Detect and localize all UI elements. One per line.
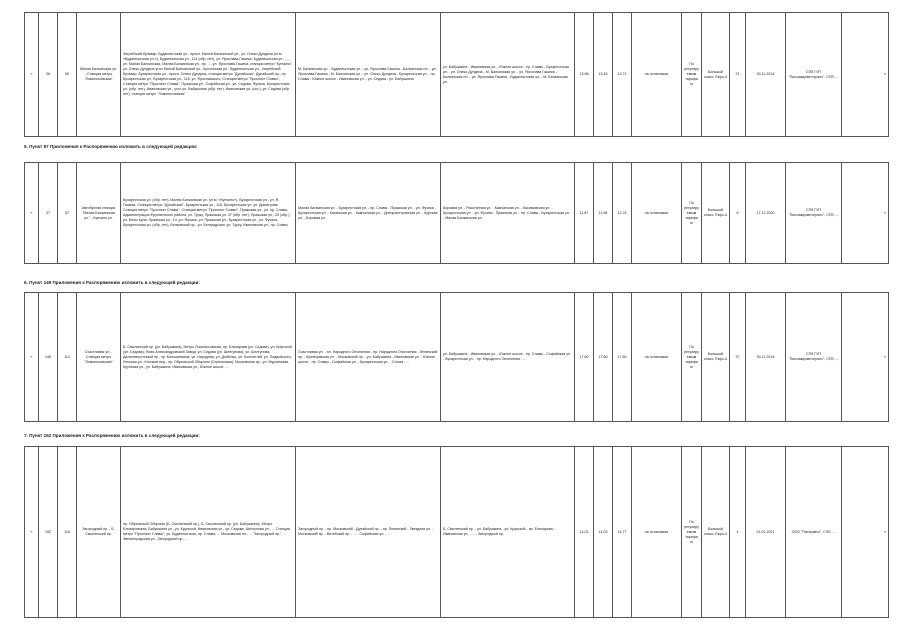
- carrier: ООО "Питеравто", СПб, ...: [786, 447, 842, 618]
- route-number: 57: [58, 163, 77, 264]
- section-heading-5: 5. Пункт 87 Приложения к Распоряжению изложить в следующей редакции:: [24, 144, 198, 149]
- carrier: СПб ГУП "Пассажиравтотранс", СПб, ...: [786, 163, 842, 264]
- bus-class: Большой класс, Евро-4: [702, 293, 730, 422]
- route-streets-forward: Счастливая ул. - пл. Народного Ополчения - пр. Народного Ополчения - Ленинский пр. - Кузнецовская ул. - Московский пр. - ул. Бабушкина - Ивановская ул. - Южное шоссе - пр. Славы - Софийская ул. - Бухарестская ул. - Стачек - ...: [296, 293, 441, 422]
- length-back: 17,60: [594, 293, 613, 422]
- route-table-row-2: [24, 162, 889, 264]
- length-total: 17,60: [613, 293, 632, 422]
- route-stops: Б. Смоленский пр. (ул. Бабушкина), Метро Ломоносовская, пр. Елизарова (ул. Седова), ул. Крупской (ул. Седова), Ново-Александровский Завод, ул. Седова (ул. Шелгунова), ул. Шелгунова, Дальневосточный пр., пр. Большевиков, ул. Народная, ул. Дыбенко, ул. Коллонтай, ул. Подвойского, Ленская ул., Клочков пер., пр. Обуховской Обороны (Стрелковая), Московская пр., ул. Мурзинская, Крупская ул., ул. Бабушкина, Ивановская ул., Южное шоссе, ...: [121, 293, 296, 422]
- vehicle-count: 37: [730, 293, 746, 422]
- length-forward: 17,60: [575, 293, 594, 422]
- route-table-row-4: [24, 446, 889, 618]
- route-name: Загородный пр. - Б. Смоленский пр.: [77, 447, 121, 618]
- close-quote: »: [842, 13, 889, 137]
- start-date: 17.12.2020: [746, 163, 786, 264]
- length-forward: 14,01: [575, 447, 594, 618]
- pay-mode: По регулируемым тарифам: [682, 163, 702, 264]
- route-table-row-3: [24, 292, 889, 422]
- open-quote: «: [25, 13, 39, 137]
- route-name: Малая Балканская ул. - Станция метро "Ломоносовская": [77, 13, 121, 137]
- route-streets-forward: Малая Балканская ул. - Бухарестская ул. - пр. Славы - Пражская ул. - ул. Фучика - Бухарестская ул. - Казанская ул. - Камчатская ул. - Днепропетровская ул. - Курская ул. - Боровая ул.: [296, 163, 441, 264]
- route-streets-forward: М. Балканская ул. - Будапештская ул. - ул. Ярослава Гашека - Балканская пл. - ул. Ярослава Гашека - М. Балканская ул. - ул. Олеко Дундича - Бухарестская ул. - пр. Славы - Южное шоссе - Ивановская ул. - ул. Седова - ул. Бабушкина: [296, 13, 441, 137]
- table-row: [25, 447, 889, 618]
- section-heading-7: 7. Пункт 152 Приложения к Распоряжению изложить в следующей редакции:: [24, 433, 200, 438]
- route-streets-back: ул. Бабушкина - Ивановская ул. - Южное шоссе - пр. Славы - Софийская ул. - Бухарестская ул. - пр. Народного Ополчения - ...: [441, 293, 575, 422]
- bus-class: Большой класс, Евро-4: [702, 447, 730, 618]
- route-number: 116: [58, 447, 77, 618]
- pay-mode: По регулируемым тарифам: [682, 13, 702, 137]
- close-quote: »: [842, 293, 889, 422]
- length-forward: 13,08: [575, 13, 594, 137]
- route-stops: Загребский бульвар, Будапештская ул., просп. Малой Балканской ул., ул. Олеко Дундича (ст.м. «Будапештская ул.»), Будапештская ул., 114 (обр. нет), ул. Ярослава Гашека, Будапештская ул., ..., ул. Малая Балканская, Малая Балканская ул., пр. ..., ул. Ярослава Гашека, станция метро "Купчино", ул. Олеко Дундича угол Малой Балканской ул., Купчинская ул., Будапештская ул., Загребский бульвар, Бухарестская ул., просп. Олеко Дундича, станция метро "Дунайская", Дунайский пр., пр. Бухарестская ул., Бухарестская ул., 118, ул. Ярославского, Станция метро "Проспект Славы", Станция метро "Проспект Славы", Пражская ул., Софийская ул., ул. Седова, Фучика, Бухарестская ул. (обр. нет), Ивановская ул., угол ул. Бабушкина (обр. нет), Ивановская ул. (ост.), ул. Седова (обр. нет), станция метро "Ломоносовская": [121, 13, 296, 137]
- route-table-row-1: [24, 12, 889, 137]
- length-total: 13,71: [613, 13, 632, 137]
- route-name: Счастливая ул. - Станция метро "Ломоносовская": [77, 293, 121, 422]
- open-quote: «: [25, 293, 39, 422]
- stop-mode: на остановках: [632, 293, 682, 422]
- vehicle-count: 21: [730, 13, 746, 137]
- close-quote: »: [842, 163, 889, 264]
- row-index: 148: [39, 293, 58, 422]
- start-date: 30.11.2014: [746, 13, 786, 137]
- table-row: [25, 13, 889, 137]
- open-quote: «: [25, 447, 39, 618]
- length-forward: 11,87: [575, 163, 594, 264]
- row-index: 152: [39, 447, 58, 618]
- row-index: 37: [39, 163, 58, 264]
- stop-mode: на остановках: [632, 13, 682, 137]
- route-name: Автобусная станция "Малая Балканская ул." - Купчино ул.: [77, 163, 121, 264]
- start-date: 01.01.2021: [746, 447, 786, 618]
- route-number: 114: [58, 293, 77, 422]
- bus-class: Большой класс, Евро-4: [702, 163, 730, 264]
- route-number: 56: [58, 13, 77, 137]
- route-streets-back: Б. Смоленский пр. - ул. Бабушкина - ул. Крупской - пр. Елизарова - Ивановская ул. - ... - Загородный пр.: [441, 447, 575, 618]
- route-stops: Бухарестская ул. (обр. нет), Малая Балканская ул. (ст.м. «Купчино»), Бухарестская ул., ул. Я. Гашека, Станция метро "Дунайская", Бухарестская ул., 118, Бухарестская ул. ул. Димитрова, Станция метро "Проспект Славы", Станция метро "Проспект Славы", Пражская ул., ул. пр. Славы, Администрация Фрунзенского района, ул. Турку, Пражская ул. 37 (обр. нет), Пражская ул., 25 (обр.), ул. Белы Куна, Пражская ул., 14, ул. Фучика, ул. Пражская ул., Бухарестская ул., ул. Фучика, Бухарестская ул. (обр. нет), Волковский пр., ул. Белградская, ул. Турку, Ивановская ул., пр. Славы: [121, 163, 296, 264]
- close-quote: »: [842, 447, 889, 618]
- vehicle-count: 4: [730, 447, 746, 618]
- route-streets-back: ул. Бабушкина - Ивановская ул. - Южное шоссе - пр. Славы - Бухарестская ул. - ул. Олеко Дундича - М. Балканская ул. - ул. Ярослава Гашека - Балканская пл. - ул. Ярослава Гашека - Будапештская ул. - М. Балканская ул.: [441, 13, 575, 137]
- carrier: СПб ГУП "Пассажиравтотранс", СПб, ...: [786, 293, 842, 422]
- vehicle-count: 6: [730, 163, 746, 264]
- route-streets-forward: Загородный пр. - пр. Московский - Дунайский пр. - пр. Ленинский - Звездная ул. - Московский пр. - Витебский пр. - ... - Софийская ул. - ...: [296, 447, 441, 618]
- stop-mode: на остановках: [632, 447, 682, 618]
- table-row: [25, 163, 889, 264]
- length-total: 12,76: [613, 163, 632, 264]
- route-streets-back: Боровая ул. - Расстанная ул. - Камчатская ул. - Касимовская ул. - Бухарестская ул. - ул. Фучика - Пражская ул. - пр. Славы - Бухарестская ул. - Малая Балканская ул.: [441, 163, 575, 264]
- carrier: СПб ГУП "Пассажиравтотранс", СПб, ...: [786, 13, 842, 137]
- route-stops: пр. Обуховской Обороны (Б. Смоленский пр.), Б. Смоленский пр. (ул. Бабушкина), Метро Елизаровская, Бабушкина ул., ул. Крупской, Ивановская ул., ул. Седова, Шелгунова ул., ... Станция метро "Проспект Славы", ул. Будапештская, пр. Славы, ... Московская пл., ... "Загородный пр.", ... Звенигородская ул., Загородный пр., ...: [121, 447, 296, 618]
- length-back: 13,45: [594, 13, 613, 137]
- pay-mode: По регулируемым тарифам: [682, 293, 702, 422]
- row-index: 36: [39, 13, 58, 137]
- stop-mode: на остановках: [632, 163, 682, 264]
- length-back: 11,98: [594, 163, 613, 264]
- pay-mode: По регулируемым тарифам: [682, 447, 702, 618]
- open-quote: «: [25, 163, 39, 264]
- start-date: 30.11.2014: [746, 293, 786, 422]
- bus-class: Большой класс, Евро-4: [702, 13, 730, 137]
- length-back: 14,03: [594, 447, 613, 618]
- section-heading-6: 6. Пункт 149 Приложения к Распоряжению изложить в следующей редакции:: [24, 280, 200, 285]
- length-total: 14,77: [613, 447, 632, 618]
- table-row: [25, 293, 889, 422]
